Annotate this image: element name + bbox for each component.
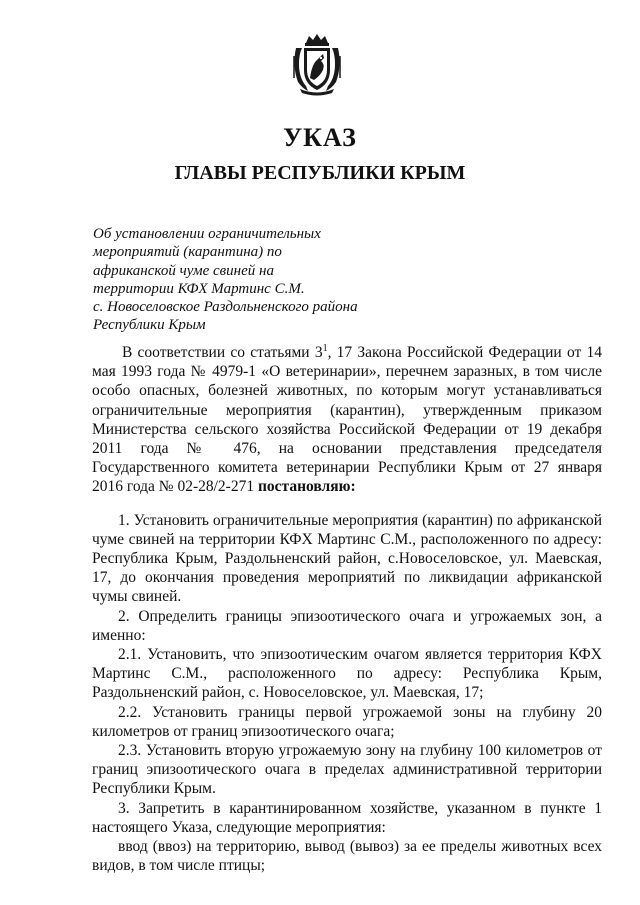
decree-body xyxy=(92,343,602,875)
subject-line: с. Новоселовское Раздольненского района xyxy=(93,299,358,316)
clause-3: 3. Запретить в карантинированном хозяйстве, указанном в пункте 1 настоящего Указа, следующие мероприятия: xyxy=(92,799,602,836)
preamble-text-continued: , 17 Закона Российской Федерации от 14 мая 1993 года № 4979-1 «О ветеринарии», перечнем заразных, в том числе особо опасных, болезней животных, по которым могут устанавливаться ограничительные мероприятия (карантин), утвержденным приказом Министерства сельского хозяйства Российской Федерации от 19 декабря 2011 года № 476, на основании представления председателя Государственного комитета ветеринарии Республики Крым от 27 января 2016 года № 02-28/2-271 xyxy=(92,344,602,496)
subject-line: Об установлении ограничительных xyxy=(93,226,321,242)
preamble-text: В соответствии со статьями 3 xyxy=(122,344,323,361)
clause-2-2: 2.2. Установить границы первой угрожаемой зоны на глубину 20 километров от границ эпизоотического очага; xyxy=(92,703,602,740)
article-superscript: 1 xyxy=(322,342,328,354)
subject-line: территории КФХ Мартинс С.М. xyxy=(93,280,305,297)
crimea-coat-of-arms-icon xyxy=(290,34,344,96)
clause-2-3: 2.3. Установить вторую угрожаемую зону на глубину 100 километров от границ эпизоотического очага в пределах административной территории Республики Крым. xyxy=(92,742,602,798)
decree-issuer: ГЛАВЫ РЕСПУБЛИКИ КРЫМ xyxy=(174,162,466,184)
preamble-paragraph xyxy=(92,343,602,497)
subject-line: африканской чуме свиней на xyxy=(93,262,274,279)
clause-3-item: ввод (ввоз) на территорию, вывод (вывоз) за ее пределы животных всех видов, в том числе птицы; xyxy=(92,838,602,875)
decree-subject xyxy=(93,225,383,335)
clause-1: 1. Установить ограничительные мероприятия (карантин) по африканской чуме свиней на территории КФХ Мартинс С.М., расположенного по адресу: Республика Крым, Раздольненский район, с.Новоселовское, ул. Маевская, 17, до окончания проведения мероприятий по ликвидации африканской чумы свиней. xyxy=(92,511,602,606)
clause-2-1: 2.1. Установить, что эпизоотическим очагом является территория КФХ Мартинс С.М., расположенного по адресу: Республика Крым, Раздольненский район, с. Новоселовское, ул. Маевская, 17; xyxy=(92,646,602,702)
subject-line: мероприятий (карантина) по xyxy=(93,244,282,261)
subject-line: Республики Крым xyxy=(93,317,206,334)
decree-word: постановляю: xyxy=(257,478,356,496)
clause-2: 2. Определить границы эпизоотического очага и угрожаемых зон, а именно: xyxy=(92,607,602,644)
decree-title: УКАЗ xyxy=(283,123,357,152)
